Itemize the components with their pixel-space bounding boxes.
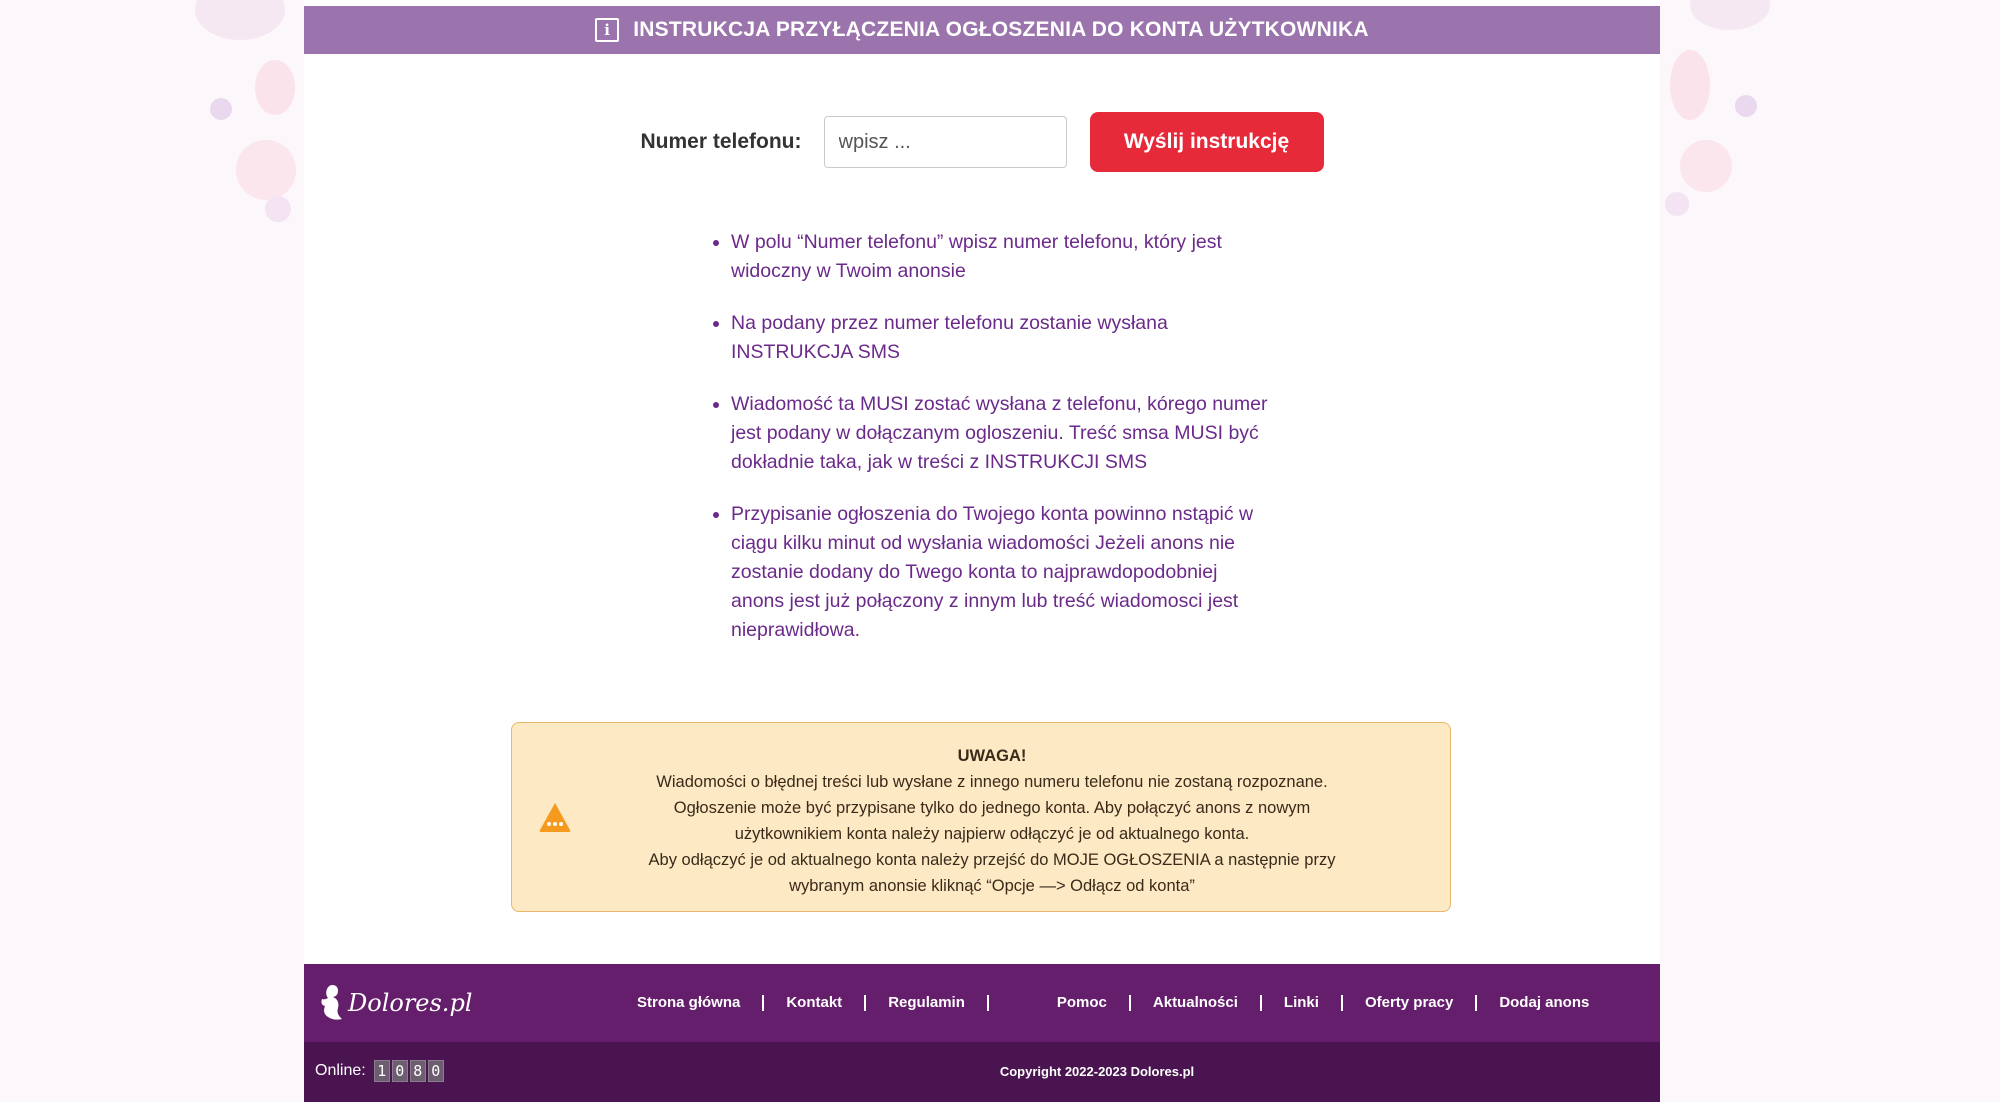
counter-digit: 0 (392, 1060, 408, 1082)
list-item: Przypisanie ogłoszenia do Twojego konta powinno nstąpić w ciągu kilku minut od wysłania wiadomości Jeżeli anons nie zostanie dodany do Twego konta to najprawdopodobniej anons jest już połączony z innym lub treść wiadomosci jest nieprawidłowa. (711, 500, 1271, 645)
counter-digit: 0 (428, 1060, 444, 1082)
info-icon: i (595, 18, 619, 42)
footer-link-terms[interactable]: Regulamin (866, 995, 989, 1011)
warning-text (592, 743, 1392, 899)
footer-link-help[interactable]: Pomoc (1035, 995, 1131, 1011)
footer-link-news[interactable]: Aktualności (1131, 995, 1262, 1011)
counter-digit: 1 (374, 1060, 390, 1082)
phone-input[interactable] (824, 116, 1067, 168)
page-title: INSTRUKCJA PRZYŁĄCZENIA OGŁOSZENIA DO KONTA UŻYTKOWNIKA (633, 18, 1369, 41)
list-item: Na podany przez numer telefonu zostanie wysłana INSTRUKCJA SMS (711, 309, 1271, 367)
main-page (304, 0, 1660, 1102)
page-header (304, 6, 1660, 54)
phone-form (304, 112, 1660, 172)
instruction-list (711, 228, 1271, 668)
phone-label: Numer telefonu: (640, 130, 802, 153)
footer-bottom (304, 1042, 1660, 1102)
footer-link-contact[interactable]: Kontakt (764, 995, 866, 1011)
counter-digit: 8 (410, 1060, 426, 1082)
warning-line: wybranym anonsie kliknąć “Opcje —> Odłącz od konta” (789, 877, 1195, 895)
site-logo[interactable] (316, 980, 472, 1026)
list-item: W polu “Numer telefonu” wpisz numer telefonu, który jest widoczny w Twoim anonsie (711, 228, 1271, 286)
footer-links (615, 964, 1611, 1042)
warning-title: UWAGA! (957, 747, 1027, 765)
logo-text: Dolores.pl (348, 989, 473, 1017)
footer-nav (304, 964, 1660, 1042)
footer-link-add-ad[interactable]: Dodaj anons (1499, 994, 1590, 1011)
warning-line: Wiadomości o błędnej treści lub wysłane z innego numeru telefonu nie zostaną rozpoznane. (656, 773, 1328, 791)
copyright-text: Copyright 2022-2023 Dolores.pl (999, 1064, 1195, 1079)
footer-link-links[interactable]: Linki (1262, 995, 1343, 1011)
warning-line: użytkownikiem konta należy najpierw odłączyć je od aktualnego konta. (734, 825, 1250, 843)
online-label: Online: (315, 1062, 366, 1079)
send-instruction-button[interactable]: Wyślij instrukcję (1090, 112, 1324, 172)
footer-link-jobs[interactable]: Oferty pracy (1343, 995, 1477, 1011)
warning-line: Aby odłączyć je od aktualnego konta należy przejść do MOJE OGŁOSZENIA a następnie przy (648, 851, 1336, 869)
warning-icon (538, 801, 572, 833)
list-item: Wiadomość ta MUSI zostać wysłana z telefonu, kórego numer jest podany w dołączanym ogloszeniu. Treść smsa MUSI być dokładnie taka, jak w treści z INSTRUKCJI SMS (711, 390, 1271, 477)
woman-silhouette-icon (316, 981, 346, 1025)
footer-link-home[interactable]: Strona główna (615, 995, 764, 1011)
warning-box (511, 722, 1451, 912)
warning-line: Ogłoszenie może być przypisane tylko do jednego konta. Aby połączyć anons z nowym (673, 799, 1311, 817)
